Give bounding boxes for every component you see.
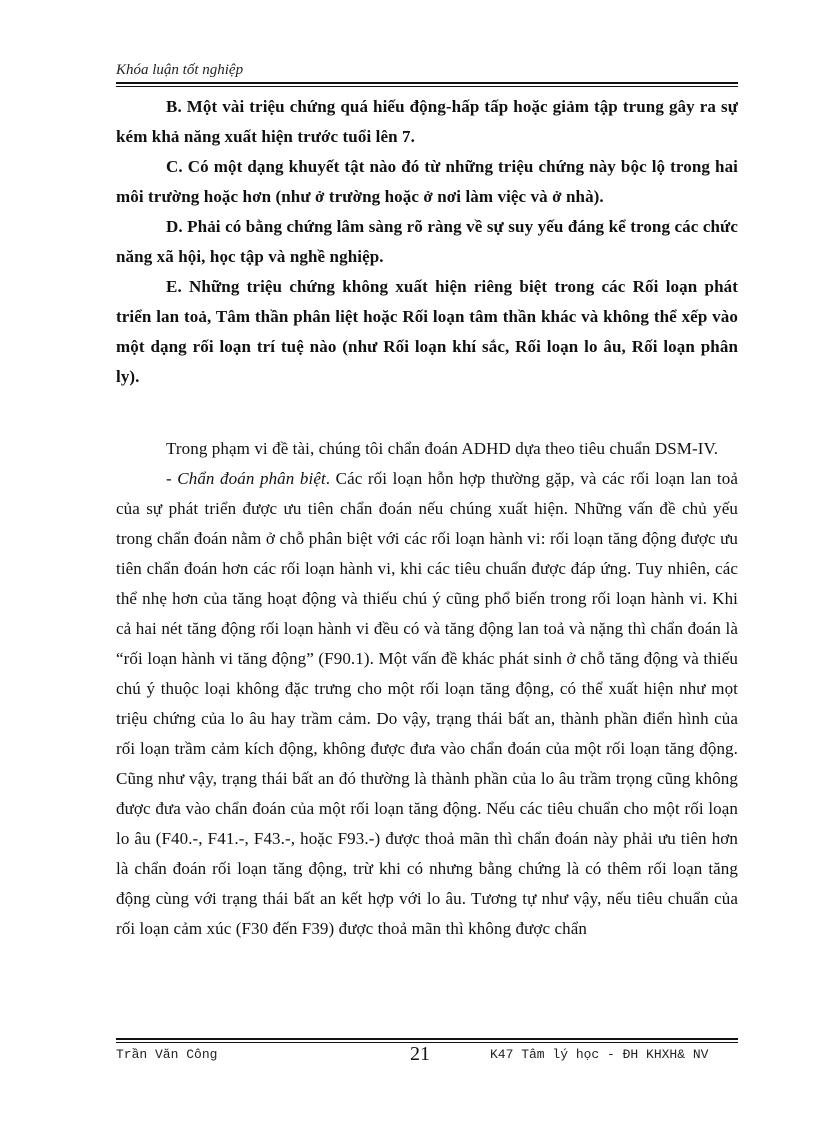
- dx-text: . Các rối loạn hỗn hợp thường gặp, và các rối loạn lan toả của sự phát triển được ưu tiên chẩn đoán nếu chúng xuất hiện. Những vấn đề chủ yếu trong chẩn đoán nằm ở chỗ phân biệt với các rối loạn hành vi: rối loạn tăng động được ưu tiên chẩn đoán hơn các rối loạn hành vi, khi các tiêu chuẩn được đáp ứng. Tuy nhiên, các thể nhẹ hơn của tăng hoạt động và thiếu chú ý cũng phổ biến trong rối loạn hành vi. Khi cả hai nét tăng động rối loạn hành vi đều có và tăng động lan toả và nặng thì chẩn đoán là “rối loạn hành vi tăng động” (F90.1). Một vấn đề khác phát sinh ở chỗ tăng động và thiếu chú ý thuộc loại không đặc trưng cho một rối loạn tăng động, có thể xuất hiện như mọt triệu chứng của lo âu hay trầm cảm. Do vậy, trạng thái bất an, thành phần điển hình của rối loạn trầm cảm kích động, không được đưa vào chẩn đoán của một rối loạn tăng động. Cũng như vậy, trạng thái bất an đó thường là thành phần của lo âu trầm trọng cũng không được đưa vào chẩn đoán của một rối loạn tăng động. Nếu các tiêu chuẩn cho một rối loạn lo âu (F40.-, F41.-, F43.-, hoặc F93.-) được thoả mãn thì chẩn đoán này phải ưu tiên hơn là chẩn đoán rối loạn tăng động, trừ khi có nhưng bằng chứng là có thêm rối loạn tăng động cùng với trạng thái bất an kết hợp với lo âu. Tương tự như vậy, nếu tiêu chuẩn của rối loạn cảm xúc (F30 đến F39) được thoả mãn thì không được chẩn: [116, 469, 738, 938]
- dx-heading: Chẩn đoán phân biệt: [177, 469, 326, 488]
- header-title: Khóa luận tốt nghiệp: [116, 62, 244, 78]
- dx-prefix: -: [166, 469, 178, 488]
- intro-paragraph: Trong phạm vi đề tài, chúng tôi chẩn đoán ADHD dựa theo tiêu chuẩn DSM-IV.: [166, 439, 719, 458]
- page-number: 21: [410, 1043, 430, 1065]
- differential-diagnosis-paragraph: [116, 464, 738, 944]
- criterion-e: E. Những triệu chứng không xuất hiện riêng biệt trong các Rối loạn phát triển lan toả, Tâm thần phân liệt hoặc Rối loạn tâm thần khác và không thể xếp vào một dạng rối loạn trí tuệ nào (như Rối loạn khí sắc, Rối loạn lo âu, Rối loạn phân ly).: [116, 277, 738, 386]
- footer-affiliation: K47 Tâm lý học - ĐH KHXH& NV: [490, 1047, 709, 1062]
- criteria-list: [116, 92, 738, 392]
- header-rule: [116, 82, 738, 84]
- section-gap: [116, 392, 738, 434]
- header-rule-thin: [116, 86, 738, 87]
- criterion-d: D. Phải có bằng chứng lâm sàng rõ ràng về sự suy yếu đáng kể trong các chức năng xã hội, học tập và nghề nghiệp.: [116, 217, 738, 266]
- page-content: [116, 92, 738, 944]
- footer-rule: [116, 1038, 738, 1040]
- footer-author: Trần Văn Công: [116, 1047, 218, 1062]
- criterion-b: B. Một vài triệu chứng quá hiếu động-hấp tấp hoặc giảm tập trung gây ra sự kém khả năng xuất hiện trước tuổi lên 7.: [116, 97, 738, 146]
- criterion-c: C. Có một dạng khuyết tật nào đó từ những triệu chứng này bộc lộ trong hai môi trường hoặc hơn (như ở trường hoặc ở nơi làm việc và ở nhà).: [116, 157, 738, 206]
